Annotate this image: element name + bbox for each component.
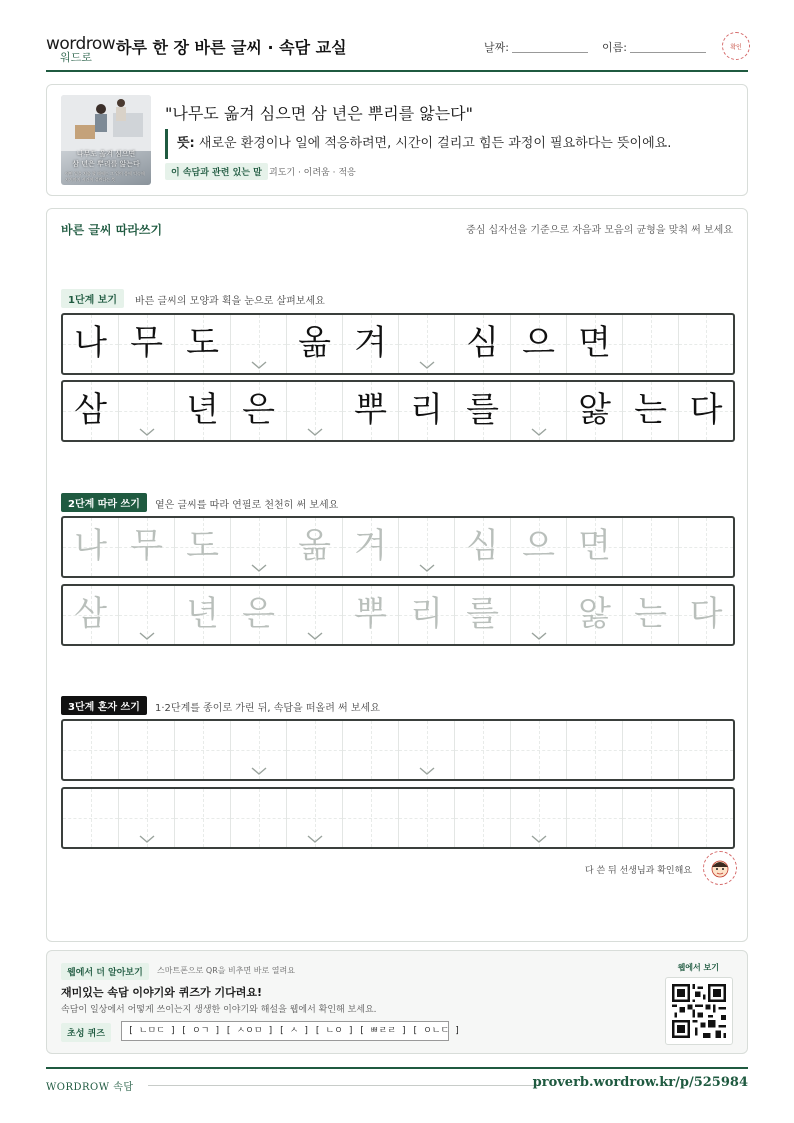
quiz-answer-box: [ ㄴㅁㄷ ] [ ㅇㄱ ] [ ㅅㅇㅁ ] [ ㅅ ] [ ㄴㅇ ] [ ㅃㄹㄹ ] [ ㅇㄴㄷ ] [121, 1021, 449, 1041]
grid-cell[interactable] [567, 789, 623, 847]
grid-glyph: 리 [410, 390, 443, 430]
grid-cell[interactable] [399, 518, 455, 576]
grid-cell[interactable] [63, 586, 119, 644]
grid-glyph: 심 [466, 323, 499, 363]
grid-cell[interactable] [175, 721, 231, 779]
web-body: 속담이 일상에서 어떻게 쓰이는지 생생한 이야기와 해설을 웹에서 확인해 보세요. [61, 1005, 377, 1015]
grid-glyph: 면 [578, 526, 611, 566]
related-badge: 이 속담과 관련 있는 말 [165, 163, 268, 180]
grid-cell [567, 315, 623, 373]
grid-cell[interactable] [623, 789, 679, 847]
footer-url[interactable]: proverb.wordrow.kr/p/525984 [532, 1075, 748, 1090]
meaning-label: 뜻: [177, 136, 195, 151]
proverb-text: "나무도 옮겨 심으면 삼 년은 뿌리를 앓는다" [165, 104, 473, 123]
web-hint: 스마트폰으로 QR을 비추면 바로 열려요 [157, 966, 295, 975]
space-mark-icon [251, 564, 267, 572]
page-header [46, 30, 748, 72]
grid-glyph: 뿌 [354, 594, 387, 634]
grid-cell[interactable] [343, 586, 399, 644]
grid-cell[interactable] [511, 789, 567, 847]
grid-glyph: 무 [130, 323, 163, 363]
footer-brand: WORDROW 속담 [46, 1082, 134, 1093]
brand-logo: wordrow [46, 34, 116, 54]
grid-cell [231, 315, 287, 373]
grid-glyph: 앓 [578, 390, 611, 430]
grid-glyph: 으 [522, 526, 555, 566]
space-mark-icon [531, 835, 547, 843]
grid-cell[interactable] [679, 721, 733, 779]
grid-glyph: 년 [186, 594, 219, 634]
name-field[interactable] [630, 52, 706, 53]
grid-cell [231, 382, 287, 440]
grid-cell[interactable] [287, 789, 343, 847]
grid-cell[interactable] [567, 586, 623, 644]
grid-glyph: 겨 [354, 526, 387, 566]
space-mark-icon [139, 428, 155, 436]
grid-glyph: 은 [242, 594, 275, 634]
grid-glyph: 삼 [74, 390, 107, 430]
grid-cell [119, 315, 175, 373]
grid-cell [623, 382, 679, 440]
grid-glyph: 리 [410, 594, 443, 634]
web-card [46, 950, 748, 1054]
space-mark-icon [531, 632, 547, 640]
web-badge: 웹에서 더 알아보기 [61, 963, 149, 980]
grid-glyph: 겨 [354, 323, 387, 363]
grid-cell[interactable] [63, 518, 119, 576]
grid-row[interactable] [61, 584, 735, 646]
grid-cell[interactable] [287, 586, 343, 644]
step3-badge: 3단계 혼자 쓰기 [61, 696, 147, 715]
grid-cell[interactable] [399, 586, 455, 644]
grid-cell[interactable] [343, 518, 399, 576]
grid-cell[interactable] [63, 789, 119, 847]
grid-cell[interactable] [399, 721, 455, 779]
grid-cell[interactable] [119, 721, 175, 779]
grid-cell[interactable] [343, 721, 399, 779]
grid-row[interactable] [61, 516, 735, 578]
name-label: 이름: [602, 41, 627, 54]
step3-desc: 1·2단계를 종이로 가린 뒤, 속담을 떠올려 써 보세요 [155, 703, 380, 714]
proverb-card [46, 84, 748, 196]
grid-glyph: 무 [130, 526, 163, 566]
quiz-badge: 초성 퀴즈 [61, 1023, 111, 1042]
step2-desc: 옅은 글씨를 따라 연필로 천천히 써 보세요 [155, 500, 339, 511]
grid-cell[interactable] [175, 789, 231, 847]
step1-badge: 1단계 보기 [61, 289, 124, 308]
grid-cell[interactable] [679, 789, 733, 847]
web-headline: 재미있는 속담 이야기와 퀴즈가 기다려요! [61, 986, 262, 999]
grid-cell[interactable] [343, 789, 399, 847]
grid-glyph: 년 [186, 390, 219, 430]
grid-cell [63, 382, 119, 440]
page-footer [46, 1067, 748, 1093]
grid-cell[interactable] [567, 721, 623, 779]
grid-cell[interactable] [511, 518, 567, 576]
grid-cell [63, 315, 119, 373]
related-words: 괴도기 · 이려움 · 적응 [269, 168, 356, 178]
check-note: 다 쓴 뒤 선생님과 확인해요 [584, 866, 692, 876]
grid-cell [119, 382, 175, 440]
grid-cell[interactable] [231, 586, 287, 644]
grid-cell[interactable] [175, 518, 231, 576]
grid-glyph: 은 [242, 390, 275, 430]
step1-desc: 바른 글씨의 모양과 획을 눈으로 살펴보세요 [135, 296, 325, 307]
grid-cell[interactable] [231, 789, 287, 847]
grid-cell[interactable] [679, 518, 733, 576]
grid-cell[interactable] [175, 586, 231, 644]
grid-glyph: 다 [689, 594, 723, 634]
space-mark-icon [251, 361, 267, 369]
grid-cell[interactable] [623, 721, 679, 779]
grid-cell[interactable] [455, 721, 511, 779]
date-field[interactable] [512, 52, 588, 53]
space-mark-icon [419, 361, 435, 369]
proverb-illustration [61, 95, 151, 185]
meaning-text: 새로운 환경이나 일에 적응하려면, 시간이 걸리고 힘든 과정이 필요하다는 뜻이에요. [198, 136, 672, 151]
brand-logo-sub: 워드로 [60, 51, 92, 64]
footer-divider [148, 1085, 540, 1086]
grid-glyph: 심 [466, 526, 499, 566]
grid-row [61, 313, 735, 375]
thumb-subcaption: 어떤 일을 처음 할 때에는 그 일이 몸에 익숙해지기까지 시간이 걸린다는 뜻 [65, 171, 145, 182]
grid-cell [679, 382, 733, 440]
grid-cell[interactable] [119, 518, 175, 576]
grid-glyph: 다 [689, 390, 723, 430]
grid-cell [623, 315, 679, 373]
grid-glyph: 삼 [74, 594, 107, 634]
qr-label: 웹에서 보기 [677, 963, 719, 972]
grid-cell [343, 315, 399, 373]
grid-cell[interactable] [567, 518, 623, 576]
grid-cell [287, 315, 343, 373]
check-stamp-icon: 확인 [722, 32, 750, 60]
grid-glyph: 옮 [298, 526, 331, 566]
grid-cell [511, 315, 567, 373]
grid-cell[interactable] [63, 721, 119, 779]
grid-glyph: 면 [578, 323, 611, 363]
qr-code-icon[interactable] [665, 977, 733, 1045]
grid-cell[interactable] [119, 789, 175, 847]
grid-cell [567, 382, 623, 440]
space-mark-icon [419, 564, 435, 572]
grid-row [61, 380, 735, 442]
grid-cell [399, 315, 455, 373]
page-title: 하루 한 장 바른 글씨 · 속담 교실 [116, 38, 347, 57]
grid-cell[interactable] [455, 789, 511, 847]
grid-glyph: 도 [186, 323, 219, 363]
practice-hint: 중심 십자선을 기준으로 자음과 모음의 균형을 맞춰 써 보세요 [466, 225, 733, 236]
grid-cell[interactable] [119, 586, 175, 644]
grid-glyph: 도 [186, 526, 219, 566]
grid-glyph: 뿌 [354, 390, 387, 430]
grid-cell[interactable] [511, 721, 567, 779]
thumb-caption: 나무도 옮겨 심으면 삼 년은 뿌리를 앓는다 [72, 150, 140, 168]
grid-glyph: 으 [522, 323, 555, 363]
grid-cell [287, 382, 343, 440]
step2-badge: 2단계 따라 쓰기 [61, 493, 147, 512]
grid-cell [455, 315, 511, 373]
grid-glyph: 앓 [578, 594, 611, 634]
space-mark-icon [307, 632, 323, 640]
grid-cell[interactable] [623, 586, 679, 644]
grid-row[interactable] [61, 719, 735, 781]
grid-glyph: 는 [634, 594, 667, 634]
grid-cell[interactable] [679, 586, 733, 644]
grid-cell[interactable] [455, 518, 511, 576]
grid-row[interactable] [61, 787, 735, 849]
space-mark-icon [139, 835, 155, 843]
grid-glyph: 는 [634, 390, 667, 430]
grid-cell [175, 315, 231, 373]
practice-title: 바른 글씨 따라쓰기 [61, 223, 163, 237]
space-mark-icon [139, 632, 155, 640]
grid-cell[interactable] [287, 518, 343, 576]
space-mark-icon [531, 428, 547, 436]
grid-cell[interactable] [231, 721, 287, 779]
grid-cell[interactable] [399, 789, 455, 847]
meaning-block [165, 129, 671, 159]
teacher-stamp-icon [703, 851, 737, 885]
grid-cell[interactable] [455, 586, 511, 644]
space-mark-icon [419, 767, 435, 775]
grid-cell [679, 315, 733, 373]
grid-cell[interactable] [231, 518, 287, 576]
space-mark-icon [251, 767, 267, 775]
grid-cell[interactable] [623, 518, 679, 576]
grid-cell [175, 382, 231, 440]
grid-glyph: 나 [74, 323, 107, 363]
grid-glyph: 를 [466, 390, 499, 430]
date-label: 날짜: [484, 41, 509, 54]
grid-glyph: 옮 [298, 323, 331, 363]
grid-glyph: 를 [466, 594, 499, 634]
grid-cell[interactable] [287, 721, 343, 779]
space-mark-icon [307, 835, 323, 843]
practice-panel [46, 208, 748, 942]
grid-cell[interactable] [511, 586, 567, 644]
space-mark-icon [307, 428, 323, 436]
grid-glyph: 나 [74, 526, 107, 566]
grid-cell [511, 382, 567, 440]
grid-cell [343, 382, 399, 440]
grid-cell [455, 382, 511, 440]
grid-cell [399, 382, 455, 440]
